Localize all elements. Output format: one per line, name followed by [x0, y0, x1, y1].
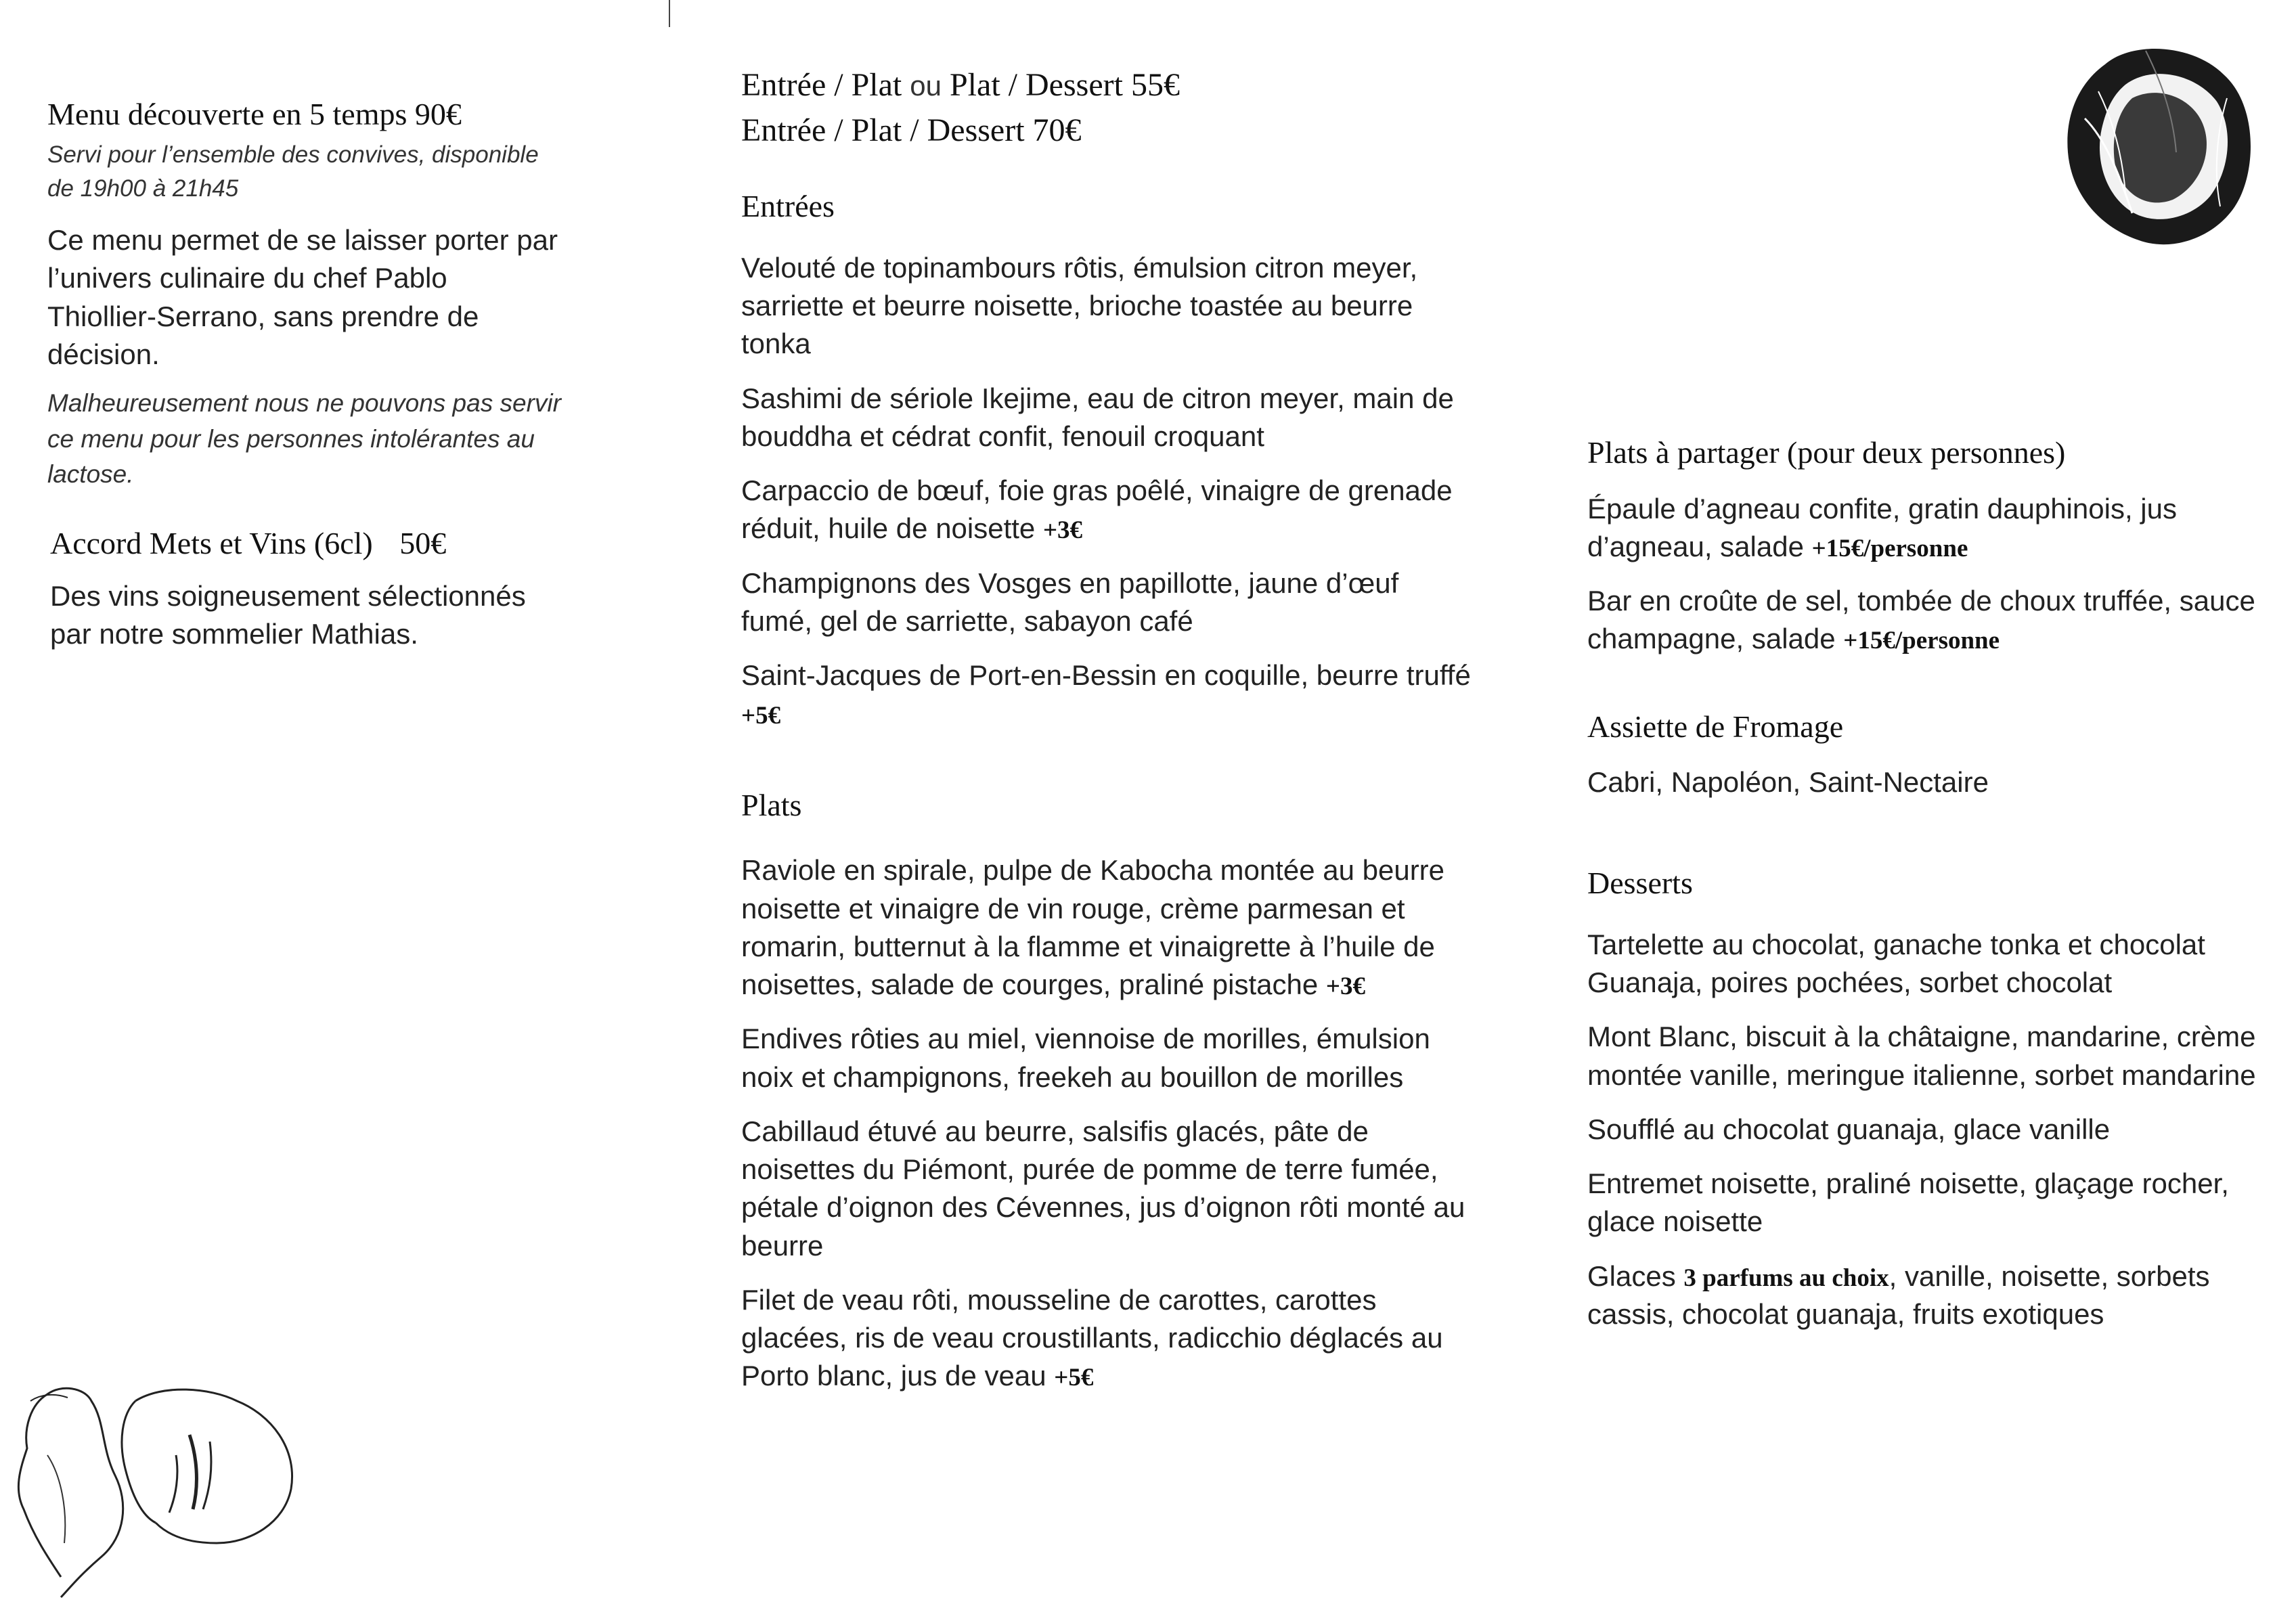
menu-decouverte-warning: Malheureusement nous ne pouvons pas servir ce menu pour les personnes intolérantes au lactose.: [47, 389, 561, 489]
partager-item-text: Bar en croûte de sel, tombée de choux truffée, sauce champagne, salade: [1587, 585, 2255, 655]
dessert-glaces: [1587, 1257, 2264, 1334]
menu-decouverte-title: Menu découverte en 5 temps 90€: [47, 97, 462, 131]
glaces-prefix: Glaces: [1587, 1260, 1676, 1292]
menu-decouverte-note: Servi pour l’ensemble des convives, disponible de 19h00 à 21h45: [47, 141, 539, 202]
entree-item: [741, 380, 1472, 456]
plat-item-text: Filet de veau rôti, mousseline de carottes, carottes glacées, ris de veau croustillants, radicchio déglacés au Porto blanc, jus de veau: [741, 1283, 1443, 1392]
formula-line-2: Entrée / Plat / Dessert 70€: [741, 112, 1082, 149]
plat-item: [741, 1281, 1472, 1396]
formula-line-1: [741, 62, 1472, 108]
entrees-title: Entrées: [741, 189, 835, 224]
middle-column: [741, 62, 1472, 1412]
plat-item-supplement: +5€: [1054, 1364, 1094, 1392]
accord-title-row: [50, 524, 575, 563]
desserts-list: [1587, 926, 2264, 1241]
right-column: [1587, 433, 2264, 1350]
entrees-list: [741, 249, 1472, 733]
entree-item-supplement: +5€: [741, 701, 781, 730]
menu-decouverte-description: Ce menu permet de se laisser porter par l’univers culinaire du chef Pablo Thiollier-Serrano, sans prendre de décision.: [47, 224, 558, 370]
partager-item-text: Épaule d’agneau confite, gratin dauphinois, jus d’agneau, salade: [1587, 492, 2177, 562]
left-column: [47, 95, 575, 654]
accord-price: 50€: [399, 525, 447, 560]
fromage-title: Assiette de Fromage: [1587, 709, 1844, 744]
entree-item-text: Carpaccio de bœuf, foie gras poêlé, vinaigre de grenade réduit, huile de noisette: [741, 474, 1453, 545]
partager-title: Plats à partager (pour deux personnes): [1587, 435, 2066, 470]
fromage-text: Cabri, Napoléon, Saint-Nectaire: [1587, 766, 1989, 799]
partager-list: [1587, 490, 2264, 659]
entree-item-text: Velouté de topinambours rôtis, émulsion citron meyer, sarriette et beurre noisette, brioche toastée au beurre tonka: [741, 251, 1418, 360]
dessert-item-text: Mont Blanc, biscuit à la châtaigne, mandarine, crème montée vanille, meringue italienne, sorbet mandarine: [1587, 1021, 2256, 1091]
formula-plat-dessert: Plat / Dessert 55€: [949, 67, 1180, 103]
partager-item: [1587, 582, 2264, 659]
dessert-item: [1587, 926, 2264, 1002]
entree-item-text: Saint-Jacques de Port-en-Bessin en coquille, beurre truffé: [741, 659, 1471, 692]
desserts-title: Desserts: [1587, 866, 1693, 901]
glaces-rest: , vanille, noisette, sorbets cassis, chocolat guanaja, fruits exotiques: [1587, 1260, 2210, 1330]
plats-list: [741, 851, 1472, 1395]
dessert-item: [1587, 1018, 2264, 1094]
fold-mark: [669, 0, 670, 27]
plat-item: [741, 1020, 1472, 1096]
entree-item: [741, 564, 1472, 641]
accord-description: Des vins soigneusement sélectionnés par notre sommelier Mathias.: [50, 580, 526, 650]
plats-title: Plats: [741, 787, 802, 822]
partager-item: [1587, 490, 2264, 566]
dessert-item-text: Soufflé au chocolat guanaja, glace vanille: [1587, 1113, 2111, 1145]
plat-item: [741, 851, 1472, 1004]
partager-item-supplement: +15€/personne: [1843, 627, 2000, 655]
plat-item-text: Cabillaud étuvé au beurre, salsifis glacés, pâte de noisettes du Piémont, purée de pomme de terre fumée, pétale d’oignon des Cévennes, jus d’oignon rôti monté au beurre: [741, 1115, 1465, 1262]
dessert-item-text: Entremet noisette, praliné noisette, glaçage rocher, glace noisette: [1587, 1167, 2229, 1238]
partager-item-supplement: +15€/personne: [1811, 534, 1968, 562]
shallot-illustration-icon: [7, 1374, 305, 1604]
dessert-item: [1587, 1111, 2264, 1149]
formula-ou: ou: [910, 70, 942, 102]
entree-item-text: Sashimi de sériole Ikejime, eau de citron meyer, main de bouddha et cédrat confit, fenouil croquant: [741, 382, 1454, 452]
entree-item: [741, 249, 1472, 363]
formula-entree-plat: Entrée / Plat: [741, 67, 902, 103]
entree-item: [741, 656, 1472, 733]
plat-item: [741, 1113, 1472, 1265]
glaces-bold: 3 parfums au choix: [1683, 1264, 1889, 1292]
entree-item-text: Champignons des Vosges en papillotte, jaune d’œuf fumé, gel de sarriette, sabayon café: [741, 566, 1399, 637]
dessert-item-text: Tartelette au chocolat, ganache tonka et chocolat Guanaja, poires pochées, sorbet chocolat: [1587, 928, 2205, 999]
plat-item-text: Endives rôties au miel, viennoise de morilles, émulsion noix et champignons, freekeh au bouillon de morilles: [741, 1023, 1430, 1093]
plat-item-text: Raviole en spirale, pulpe de Kabocha montée au beurre noisette et vinaigre de vin rouge, crème parmesan et romarin, butternut à la flamme et vinaigrette à l’huile de noisettes, salade de courges, praliné pistache: [741, 854, 1445, 1001]
entree-item-supplement: +3€: [1042, 516, 1083, 545]
accord-title: Accord Mets et Vins (6cl): [50, 525, 373, 560]
truffle-illustration-icon: [2058, 37, 2261, 254]
entree-item: [741, 472, 1472, 548]
dessert-item: [1587, 1165, 2264, 1241]
plat-item-supplement: +3€: [1325, 973, 1365, 1001]
